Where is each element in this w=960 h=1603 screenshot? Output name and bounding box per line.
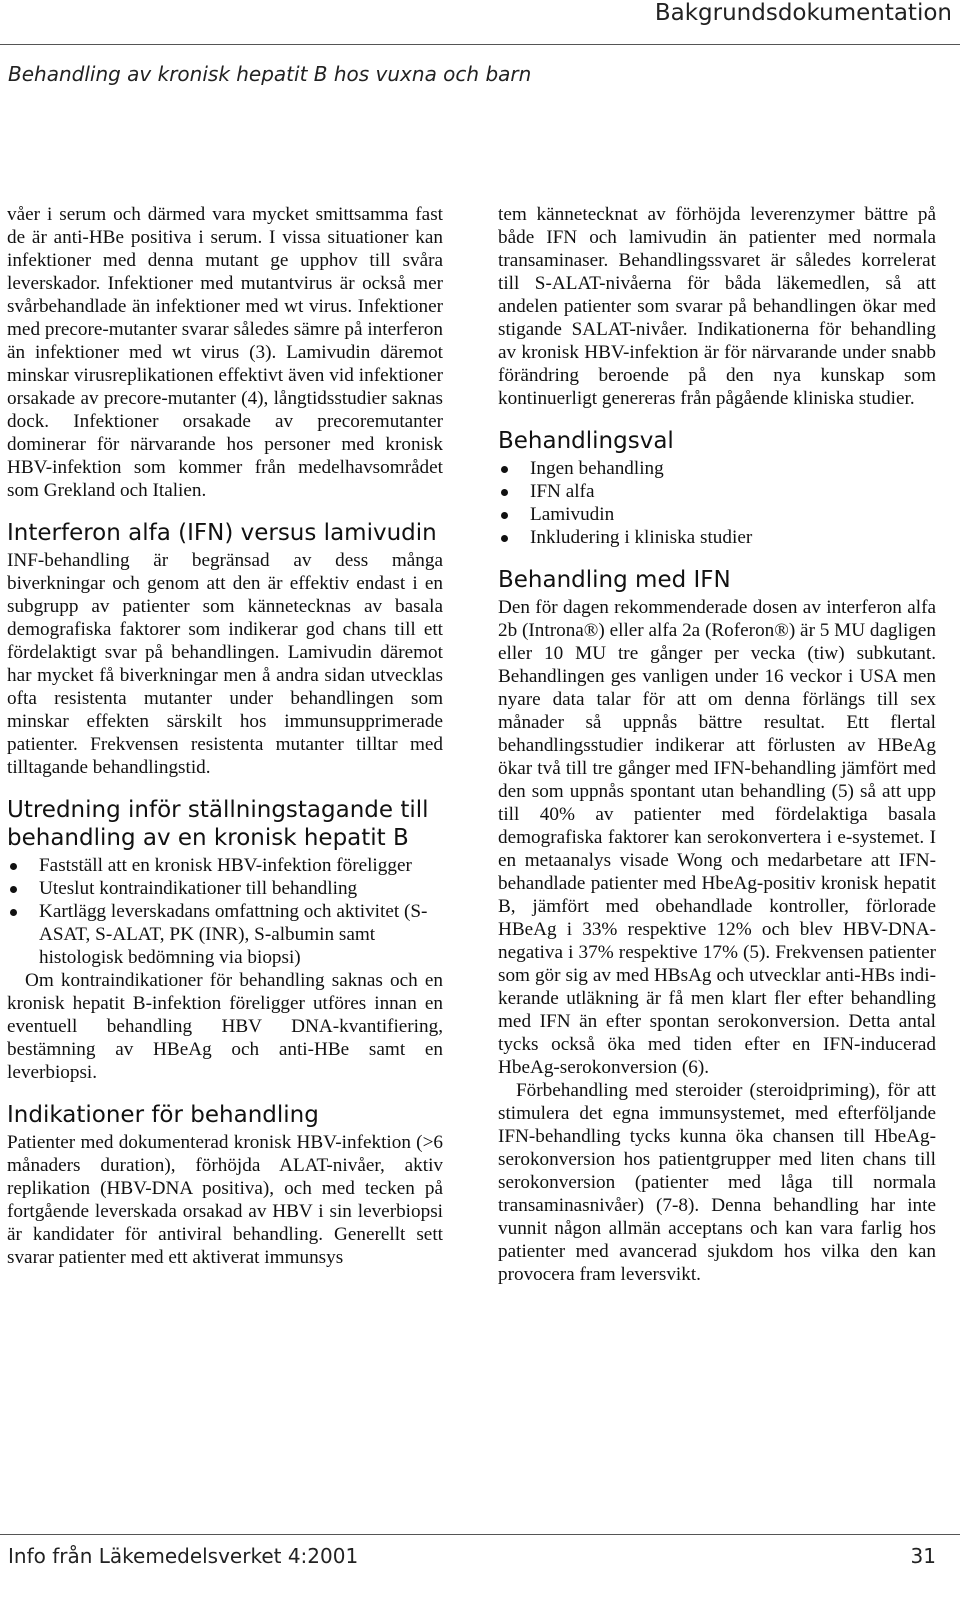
running-title: Behandling av kronisk hepatit B hos vuxna och barn [8,62,532,86]
heading-behandlingsval: Behandlingsval [498,428,674,454]
heading-indikationer: Indikationer för behandling [7,1102,319,1128]
right-column [498,203,936,1286]
list-item: Fastställ att en kronisk HBV-infektion föreligger [7,854,443,877]
behandling-ifn-paragraph: Den för dagen rekommenderade dosen av interferon alfa 2b (Introna®) eller alfa 2a (Roferon®) är 5 MU dagligen eller 10 MU tre gånger per vecka (tiw) subkutant. Behandlingen ges vanligen under 16 veckor i USA men nyare data talar för att om denna förlängs till sex månader så uppnås bättre resultat. Ett flertal behandlingsstudier indikerar att förlusten av HBeAg ökar två till tre gånger med IFN-behandling jämfört med den som uppnås spontant utan behandling (5) så att upp till 40% av patienter med fördelaktiga basala demografiska faktorer kan serokonvertera i e-systemet. I en metaanalys visade Wong och medarbetare att IFN-behandlade patienter med HbeAg-positiv kronisk hepatit B, jämfört med obehandlade kontroller, förlorade HBeAg i 33% respektive 12% och blev HBV-DNA-negativa i 37% respektive 17% (5). Frekvensen patienter som gör sig av med HBsAg och utvecklar anti-HBs indikerande utläkning är få men klart fler efter behandling med IFN än efter spontan serokonversion. Detta antal tycks också öka med tiden efter en IFN-inducerad HbeAg-serokonversion (6). [498,597,936,1078]
ifn-vs-lamivudin-paragraph: INF-behandling är begränsad av dess många biverkningar och genom att den är effektiv endast i en subgrupp av patienter som kännetecknas av basala demografiska faktorer som indikerar god chans till ett fördelaktigt svar på behandlingen. Lamivudin däremot har mycket få biverkningar men å andra sidan utvecklas ofta resistenta mutanter under behandlingen som minskar effekten särskilt hos immunsupprimerade patienter. Frekvensen resistenta mutanter tilltar med tilltagande behandlingstid. [7,550,443,778]
header-divider [0,44,960,45]
list-item: Kartlägg leverskadans omfattning och aktivitet (S-ASAT, S-ALAT, PK (INR), S-albumin samt histologisk bedömning via biopsi) [7,900,443,969]
list-item: Ingen behandling [498,457,936,480]
list-item: Inkludering i kliniska studier [498,526,936,549]
section-label: Bakgrundsdokumentation [654,0,952,26]
heading-utredning: Utredning inför ställningstagande till behandling av en kronisk hepatit B [7,797,429,851]
left-intro-paragraph: våer i serum och därmed vara mycket smittsamma fast de är anti-HBe positiva i serum. I vissa situationer kan infektioner med denna mutant ge upphov till svåra leverskador. Infektioner med mutantvirus är också mer svårbehandlade än infektioner med wt virus. Infektioner med precore-mutanter svarar således sämre på interferon än infektioner med wt virus (3). Lamivudin däremot minskar virusreplikationen effektivt även vid infektioner orsakade av precore-mutanter (4), långtidsstudier saknas dock. Infektioner orsakade av precoremutanter dominerar för närvarande hos personer med kronisk HBV-infektion som kommer från medelhavsområdet som Grekland och Italien. [7,204,443,501]
heading-behandling-med-ifn: Behandling med IFN [498,567,731,593]
list-item: Uteslut kontraindikationer till behandling [7,877,443,900]
utredning-list [7,854,443,969]
right-intro-paragraph: tem kännetecknat av förhöjda leverenzymer bättre på både IFN och lamivudin än patienter med normala transaminaser. Behandlingssvaret är således korrelerat till S-ALAT-nivåerna för båda läkemedlen, så att andelen patienter som svarar på behandlingen ökar med stigande SALAT-nivåer. Indikationerna för behandling av kronisk HBV-infektion är för närvarande under snabb förändring beroende på den nya kunskap som kontinuerligt genereras från pågående kliniska studier. [498,204,936,409]
utredning-paragraph: Om kontraindikationer för behandling saknas och en kronisk hepatit B-infektion föreligger utföres innan en eventuell behandling HBV DNA-kvantifiering, bestämning av HBeAg och anti-HBe samt en leverbiopsi. [7,970,443,1083]
left-column [7,203,443,1269]
footer-divider [0,1534,960,1535]
page-number: 31 [910,1544,936,1568]
forbehandling-paragraph: Förbehandling med steroider (steroidpriming), för att stimulera det egna immunsystemet, med efterföljande IFN-behandling tycks kunna öka chansen till HbeAg-serokonversion hos patientgrupper med liten chans till serokonversion (patienter med låga till normala transaminasnivåer) (7-8). Denna behandling har inte vunnit någon allmän acceptans och kan vara farlig hos patienter med avancerad sjukdom hos vilka den kan provocera fram leversvikt. [498,1080,936,1285]
list-item: Lamivudin [498,503,936,526]
list-item: IFN alfa [498,480,936,503]
behandlingsval-list [498,457,936,549]
indikationer-paragraph: Patienter med dokumenterad kronisk HBV-infektion (>6 månaders duration), förhöjda ALAT-nivåer, aktiv replikation (HBV-DNA positiva), och med tecken på fortgående leverskada orsakad av HBV i sin leverbiopsi är kandidater för antiviral behandling. Generellt sett svarar patienter med ett aktiverat immunsys [7,1132,443,1268]
heading-ifn-vs-lamivudin: Interferon alfa (IFN) versus lamivudin [7,520,437,546]
publication-name: Info från Läkemedelsverket 4:2001 [8,1544,359,1568]
